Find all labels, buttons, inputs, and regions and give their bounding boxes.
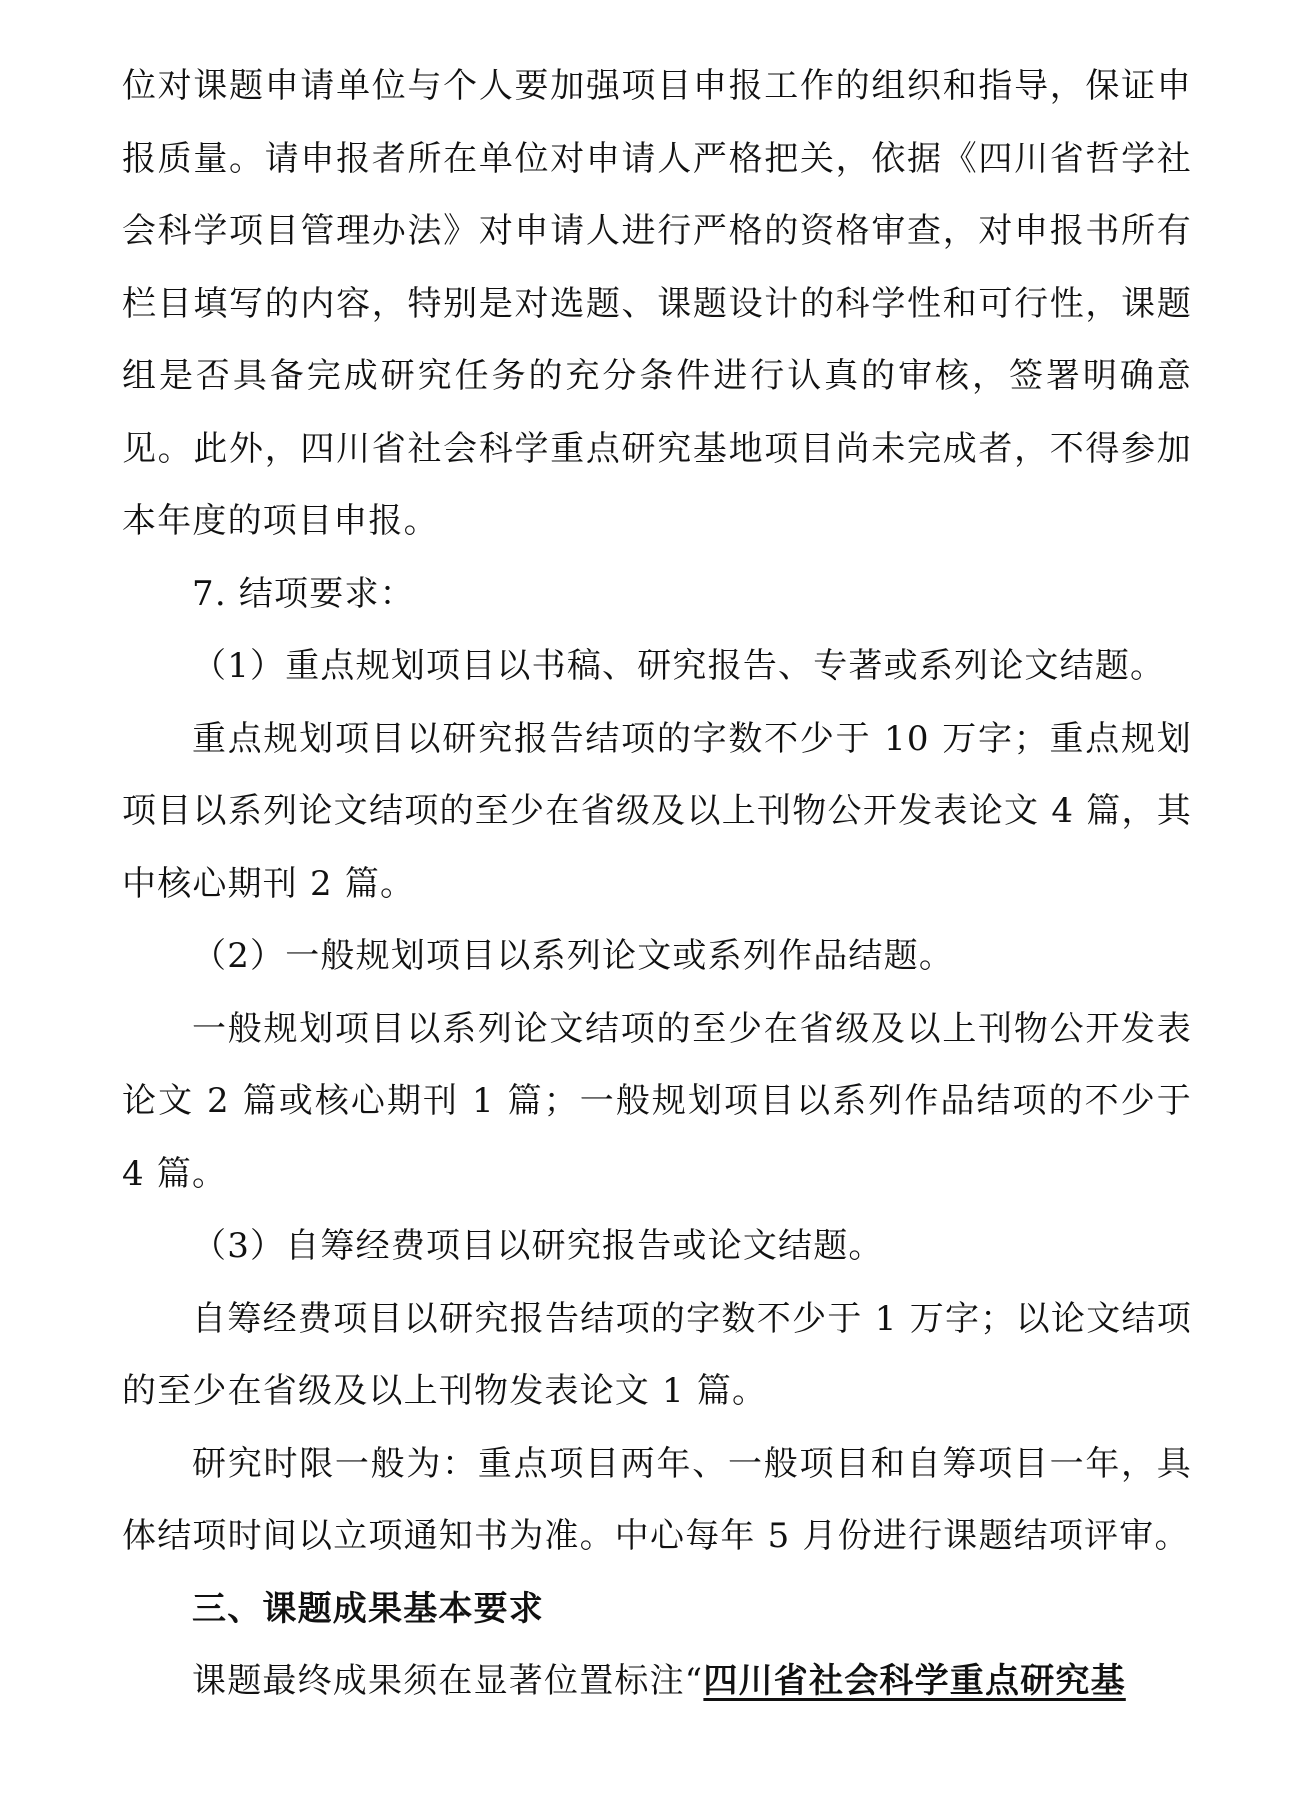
paragraph-self-funded-detail: 自筹经费项目以研究报告结项的字数不少于 1 万字；以论文结项的至少在省级及以上刊物发表论文 1 篇。 <box>122 1298 1192 1411</box>
paragraph-key-project-item: （1）重点规划项目以书稿、研究报告、专著或系列论文结题。 <box>192 646 1166 686</box>
result-labeling-prefix: 课题最终成果须在显著位置标注“ <box>192 1661 704 1701</box>
paragraph-completion-heading: 7. 结项要求： <box>192 573 415 614</box>
result-labeling-emphasis: 四川省社会科学重点研究基 <box>703 1661 1126 1701</box>
paragraph-key-project-detail: 重点规划项目以研究报告结项的字数不少于 10 万字；重点规划项目以系列论文结项的至少在省级及以上刊物公开发表论文 4 篇，其中核心期刊 2 篇。 <box>122 718 1192 904</box>
paragraph-research-period: 研究时限一般为：重点项目两年、一般项目和自筹项目一年，具体结项时间以立项通知书为准。中心每年 5 月份进行课题结项评审。 <box>122 1443 1192 1556</box>
paragraph-review-requirements: 位对课题申请单位与个人要加强项目申报工作的组织和指导，保证申报质量。请申报者所在单位对申请人严格把关，依据《四川省哲学社会科学项目管理办法》对申请人进行严格的资格审查，对申报书所有栏目填写的内容，特别是对选题、课题设计的科学性和可行性，课题组是否具备完成研究任务的充分条件进行认真的审核，签署明确意见。此外，四川省社会科学重点研究基地项目尚未完成者，不得参加本年度的项目申报。 <box>122 66 1192 541</box>
paragraph-general-project-item: （2）一般规划项目以系列论文或系列作品结题。 <box>192 936 955 976</box>
section-heading: 三、课题成果基本要求 <box>192 1588 544 1629</box>
paragraph-self-funded-item: （3）自筹经费项目以研究报告或论文结题。 <box>192 1226 884 1266</box>
paragraph-result-labeling <box>122 1645 1192 1718</box>
paragraph-general-project-detail: 一般规划项目以系列论文结项的至少在省级及以上刊物公开发表论文 2 篇或核心期刊 1 篇；一般规划项目以系列作品结项的不少于 4 篇。 <box>122 1008 1192 1194</box>
document-page <box>122 50 1192 1718</box>
